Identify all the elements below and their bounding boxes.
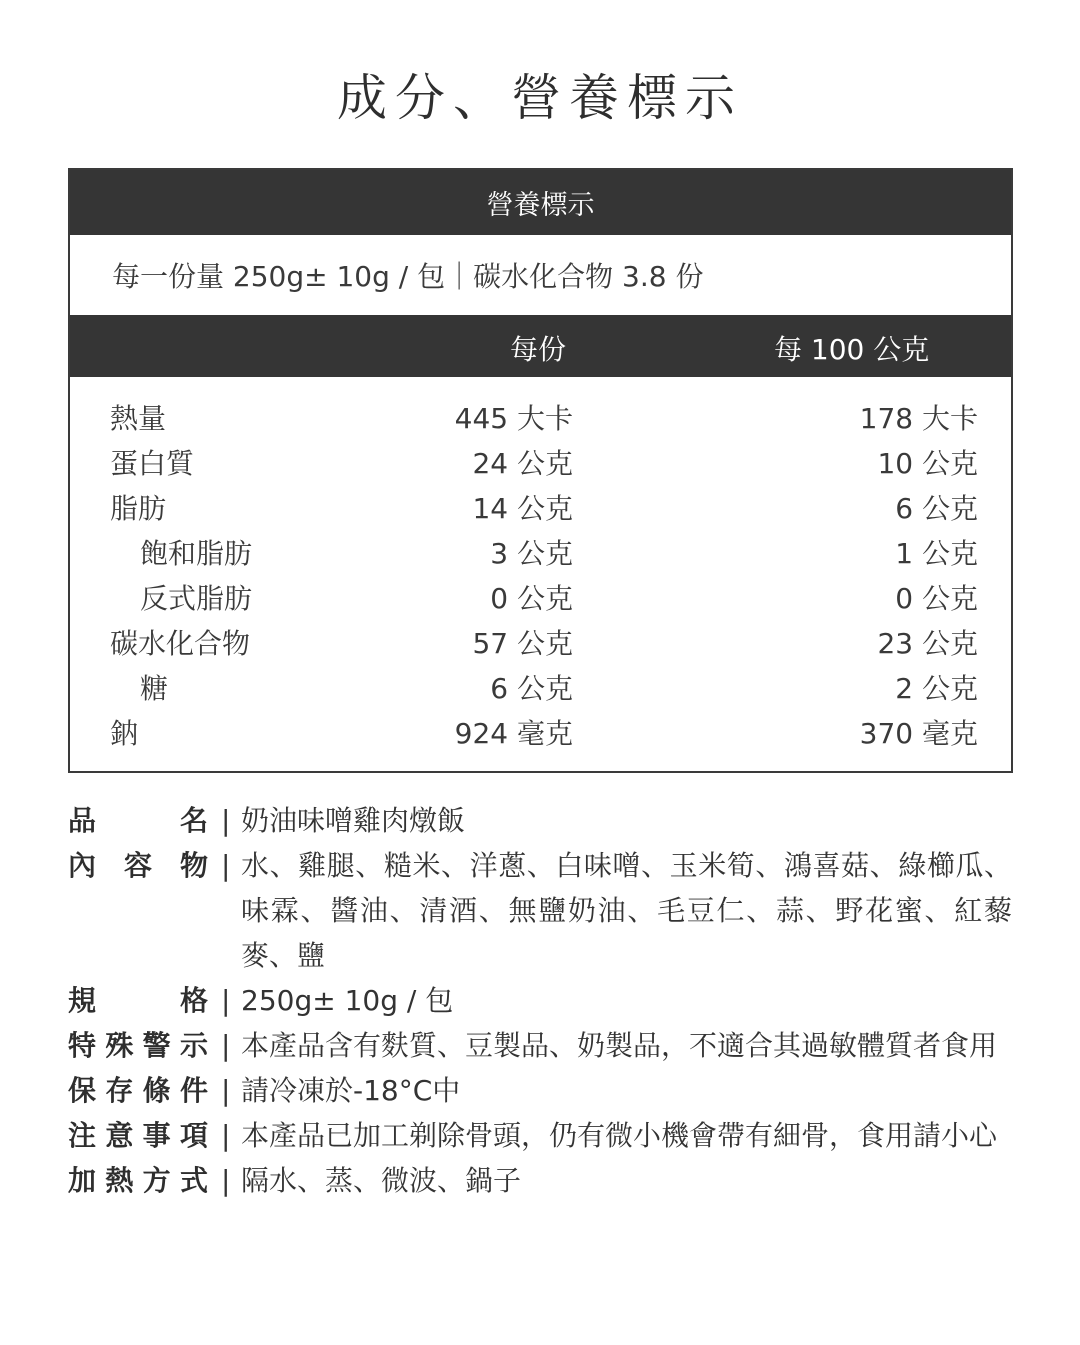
label-char: 條: [142, 1074, 171, 1107]
per-serving-value: 3 公克: [490, 537, 573, 570]
info-item-storage: [68, 1068, 1012, 1113]
page-title: 成分、營養標示: [337, 69, 743, 127]
info-value: 請冷凍於-18°C中: [241, 1074, 461, 1107]
per-serving-value: 445 大卡: [454, 402, 573, 435]
per-100g-value: 6 公克: [895, 492, 978, 525]
label-char: 殊: [105, 1029, 134, 1062]
product-info-list: [68, 798, 1012, 1203]
column-per-serving: 每份: [510, 333, 567, 366]
label-char: 保: [68, 1074, 97, 1107]
nutrient-label: 熱量: [110, 402, 167, 435]
info-label: [68, 1068, 208, 1113]
label-char: 加: [68, 1164, 97, 1197]
label-char: 件: [179, 1074, 208, 1107]
separator: |: [221, 1164, 231, 1197]
info-label: [68, 978, 208, 1023]
per-100g-value: 10 公克: [877, 447, 978, 480]
per-serving-value: 57 公克: [472, 627, 573, 660]
info-label: [68, 843, 208, 888]
serving-size: 每一份量 250g± 10g / 包｜碳水化合物 3.8 份: [112, 260, 704, 293]
table-row: [70, 483, 1011, 528]
separator: |: [221, 1029, 231, 1062]
table-row: [70, 663, 1011, 708]
info-item-heating: [68, 1158, 1012, 1203]
per-100g-value: 178 大卡: [859, 402, 978, 435]
nutrient-label: 脂肪: [110, 492, 167, 525]
nutrient-label: 飽和脂肪: [140, 537, 253, 570]
label-char: 熱: [105, 1164, 134, 1197]
info-label: [68, 798, 208, 843]
label-char: 式: [179, 1164, 208, 1197]
label-char: 存: [105, 1074, 134, 1107]
label-char: 示: [179, 1029, 208, 1062]
info-value: 水、雞腿、糙米、洋蔥、白味噌、玉米筍、鴻喜菇、綠櫛瓜、味霖、醬油、清酒、無鹽奶油、毛豆仁、蒜、野花蜜、紅藜麥、鹽: [241, 849, 1012, 972]
per-100g-value: 370 毫克: [859, 717, 978, 750]
label-char: 物: [179, 849, 208, 882]
info-value: 隔水、蒸、微波、鍋子: [241, 1164, 522, 1197]
per-serving-value: 6 公克: [490, 672, 573, 705]
table-row: [70, 528, 1011, 573]
info-item-spec: [68, 978, 1012, 1023]
per-serving-value: 24 公克: [472, 447, 573, 480]
info-value: 本產品含有麩質、豆製品、奶製品，不適合其過敏體質者食用: [241, 1029, 998, 1062]
column-header-row: [70, 315, 1011, 377]
per-serving-value: 14 公克: [472, 492, 573, 525]
column-per-100g: 每 100 公克: [774, 333, 930, 366]
per-100g-value: 0 公克: [895, 582, 978, 615]
label-char: 注: [68, 1119, 97, 1152]
info-label: [68, 1158, 208, 1203]
info-label: [68, 1113, 208, 1158]
info-item-ingredients: [68, 843, 1012, 978]
table-row: [70, 573, 1011, 618]
info-value: 250g± 10g / 包: [241, 984, 454, 1017]
label-char: 方: [142, 1164, 171, 1197]
info-item-notice: [68, 1113, 1012, 1158]
nutrition-facts-table: [68, 168, 1013, 773]
separator: |: [221, 1119, 231, 1152]
info-value: 本產品已加工剃除骨頭，仍有微小機會帶有細骨，食用請小心: [241, 1119, 998, 1152]
label-char: 名: [179, 804, 208, 837]
label-char: 內: [68, 849, 97, 882]
table-row: [70, 618, 1011, 663]
info-value: 奶油味噌雞肉燉飯: [241, 804, 466, 837]
separator: |: [221, 1074, 231, 1107]
separator: |: [221, 984, 231, 1017]
nutrient-label: 蛋白質: [110, 447, 195, 480]
per-100g-value: 2 公克: [895, 672, 978, 705]
label-char: 規: [68, 984, 97, 1017]
per-100g-value: 1 公克: [895, 537, 978, 570]
label-char: 意: [105, 1119, 134, 1152]
nutrition-rows: [70, 377, 1011, 753]
nutrient-label: 鈉: [110, 717, 139, 750]
nutrition-header: 營養標示: [70, 170, 1011, 235]
nutrient-label: 碳水化合物: [110, 627, 251, 660]
label-char: 容: [123, 849, 152, 882]
per-serving-value: 924 毫克: [454, 717, 573, 750]
label-char: 品: [68, 804, 97, 837]
table-row: [70, 393, 1011, 438]
label-char: 特: [68, 1029, 97, 1062]
per-serving-value: 0 公克: [490, 582, 573, 615]
info-label: [68, 1023, 208, 1068]
label-char: 事: [142, 1119, 171, 1152]
nutrient-label: 反式脂肪: [140, 582, 253, 615]
separator: |: [221, 849, 231, 882]
label-char: 格: [179, 984, 208, 1017]
table-row: [70, 708, 1011, 753]
nutrient-label: 糖: [140, 672, 169, 705]
info-item-warning: [68, 1023, 1012, 1068]
table-row: [70, 438, 1011, 483]
separator: |: [221, 804, 231, 837]
label-char: 警: [142, 1029, 171, 1062]
per-100g-value: 23 公克: [877, 627, 978, 660]
info-item-product-name: [68, 798, 1012, 843]
label-char: 項: [179, 1119, 208, 1152]
